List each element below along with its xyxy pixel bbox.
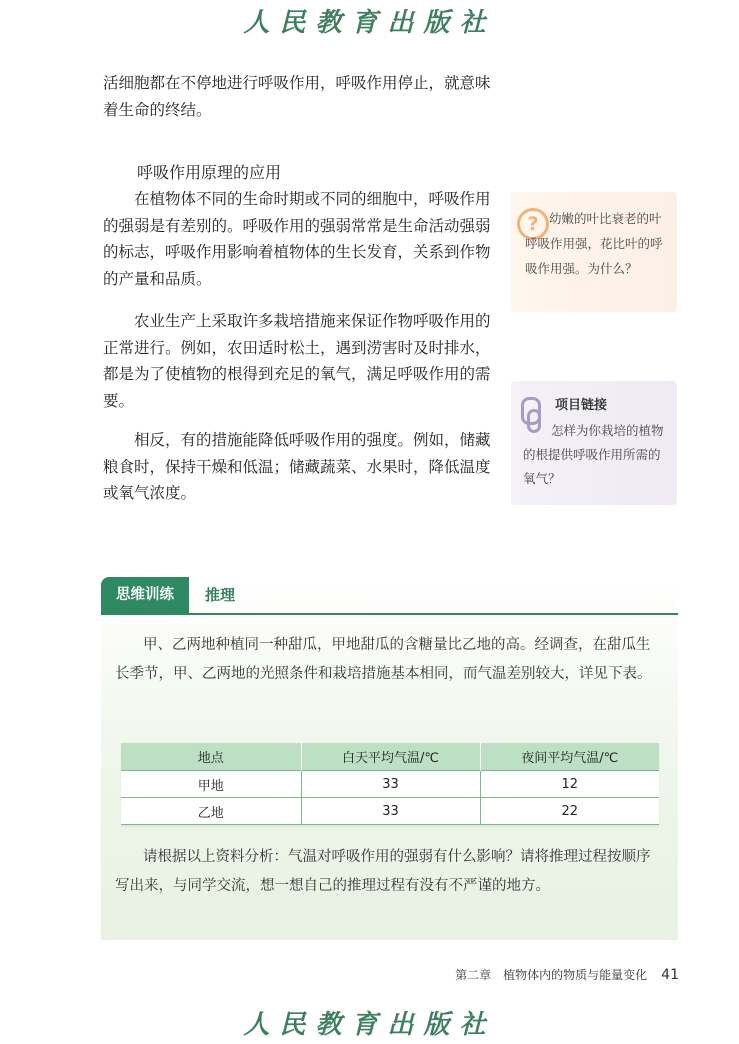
paragraph-3-text: 农业生产上采取许多栽培措施来保证作物呼吸作用的正常进行。例如，农田适时松土，遇到涝害时及时排水，都是为了使植物的根得到充足的氧气，满足呼吸作用的需要。 [103, 312, 491, 410]
table-header-cell: 夜间平均气温/℃ [480, 743, 659, 771]
temperature-table [121, 743, 659, 825]
publisher-logo-bottom: 人民教育出版社 [243, 1010, 496, 1040]
table-header-cell: 地点 [121, 743, 301, 771]
exercise-question-text: 请根据以上资料分析：气温对呼吸作用的强弱有什么影响？请将推理过程按顺序写出来，与同学交流，想一想自己的推理过程有没有不严谨的地方。 [115, 849, 651, 894]
table-cell: 33 [301, 798, 480, 825]
thinking-exercise-box [101, 577, 678, 940]
exercise-tag: 思维训练 [101, 577, 189, 613]
paragraph-2 [103, 186, 495, 292]
question-text: 幼嫩的叶比衰老的叶呼吸作用强，花比叶的呼吸作用强。为什么？ [525, 211, 663, 276]
project-link-text: 怎样为你栽培的植物的根提供呼吸作用所需的氧气？ [523, 423, 664, 486]
paragraph-4 [103, 427, 495, 507]
paragraph-2-text: 在植物体不同的生命时期或不同的细胞中，呼吸作用的强弱是有差别的。呼吸作用的强弱常常是生命活动强弱的标志，呼吸作用影响着植物体的生长发育，关系到作物的产量和品质。 [103, 190, 491, 288]
table-cell: 甲地 [121, 771, 301, 798]
intro-paragraph [103, 70, 495, 123]
table-header-row [121, 743, 659, 771]
page-number: 41 [661, 967, 679, 983]
paragraph-3 [103, 308, 495, 414]
exercise-subtitle: 推理 [205, 586, 236, 604]
project-link-title: 项目链接 [555, 398, 608, 413]
table-header-cell: 白天平均气温/℃ [301, 743, 480, 771]
question-sidebar [511, 192, 677, 312]
page-footer [0, 966, 679, 983]
table-row [121, 798, 659, 825]
chapter-title: 第二章 植物体内的物质与能量变化 [455, 968, 648, 982]
exercise-header-bar [101, 577, 678, 615]
publisher-logo-top: 人民教育出版社 [243, 8, 496, 38]
table-cell: 33 [301, 771, 480, 798]
table-cell: 22 [480, 798, 659, 825]
paragraph-4-text: 相反，有的措施能降低呼吸作用的强度。例如，储藏粮食时，保持干燥和低温；储藏蔬菜、水果时，降低温度或氧气浓度。 [103, 431, 491, 502]
table-cell: 乙地 [121, 798, 301, 825]
exercise-intro-text: 甲、乙两地种植同一种甜瓜，甲地甜瓜的含糖量比乙地的高。经调查，在甜瓜生长季节，甲、乙两地的光照条件和栽培措施基本相同，而气温差别较大，详见下表。 [115, 637, 652, 682]
intro-text: 活细胞都在不停地进行呼吸作用，呼吸作用停止，就意味着生命的终结。 [103, 74, 491, 119]
table-row [121, 771, 659, 798]
section-heading: 呼吸作用原理的应用 [137, 163, 282, 182]
project-link-sidebar [511, 381, 677, 505]
question-mark-icon: ? [517, 208, 549, 240]
table-cell: 12 [480, 771, 659, 798]
